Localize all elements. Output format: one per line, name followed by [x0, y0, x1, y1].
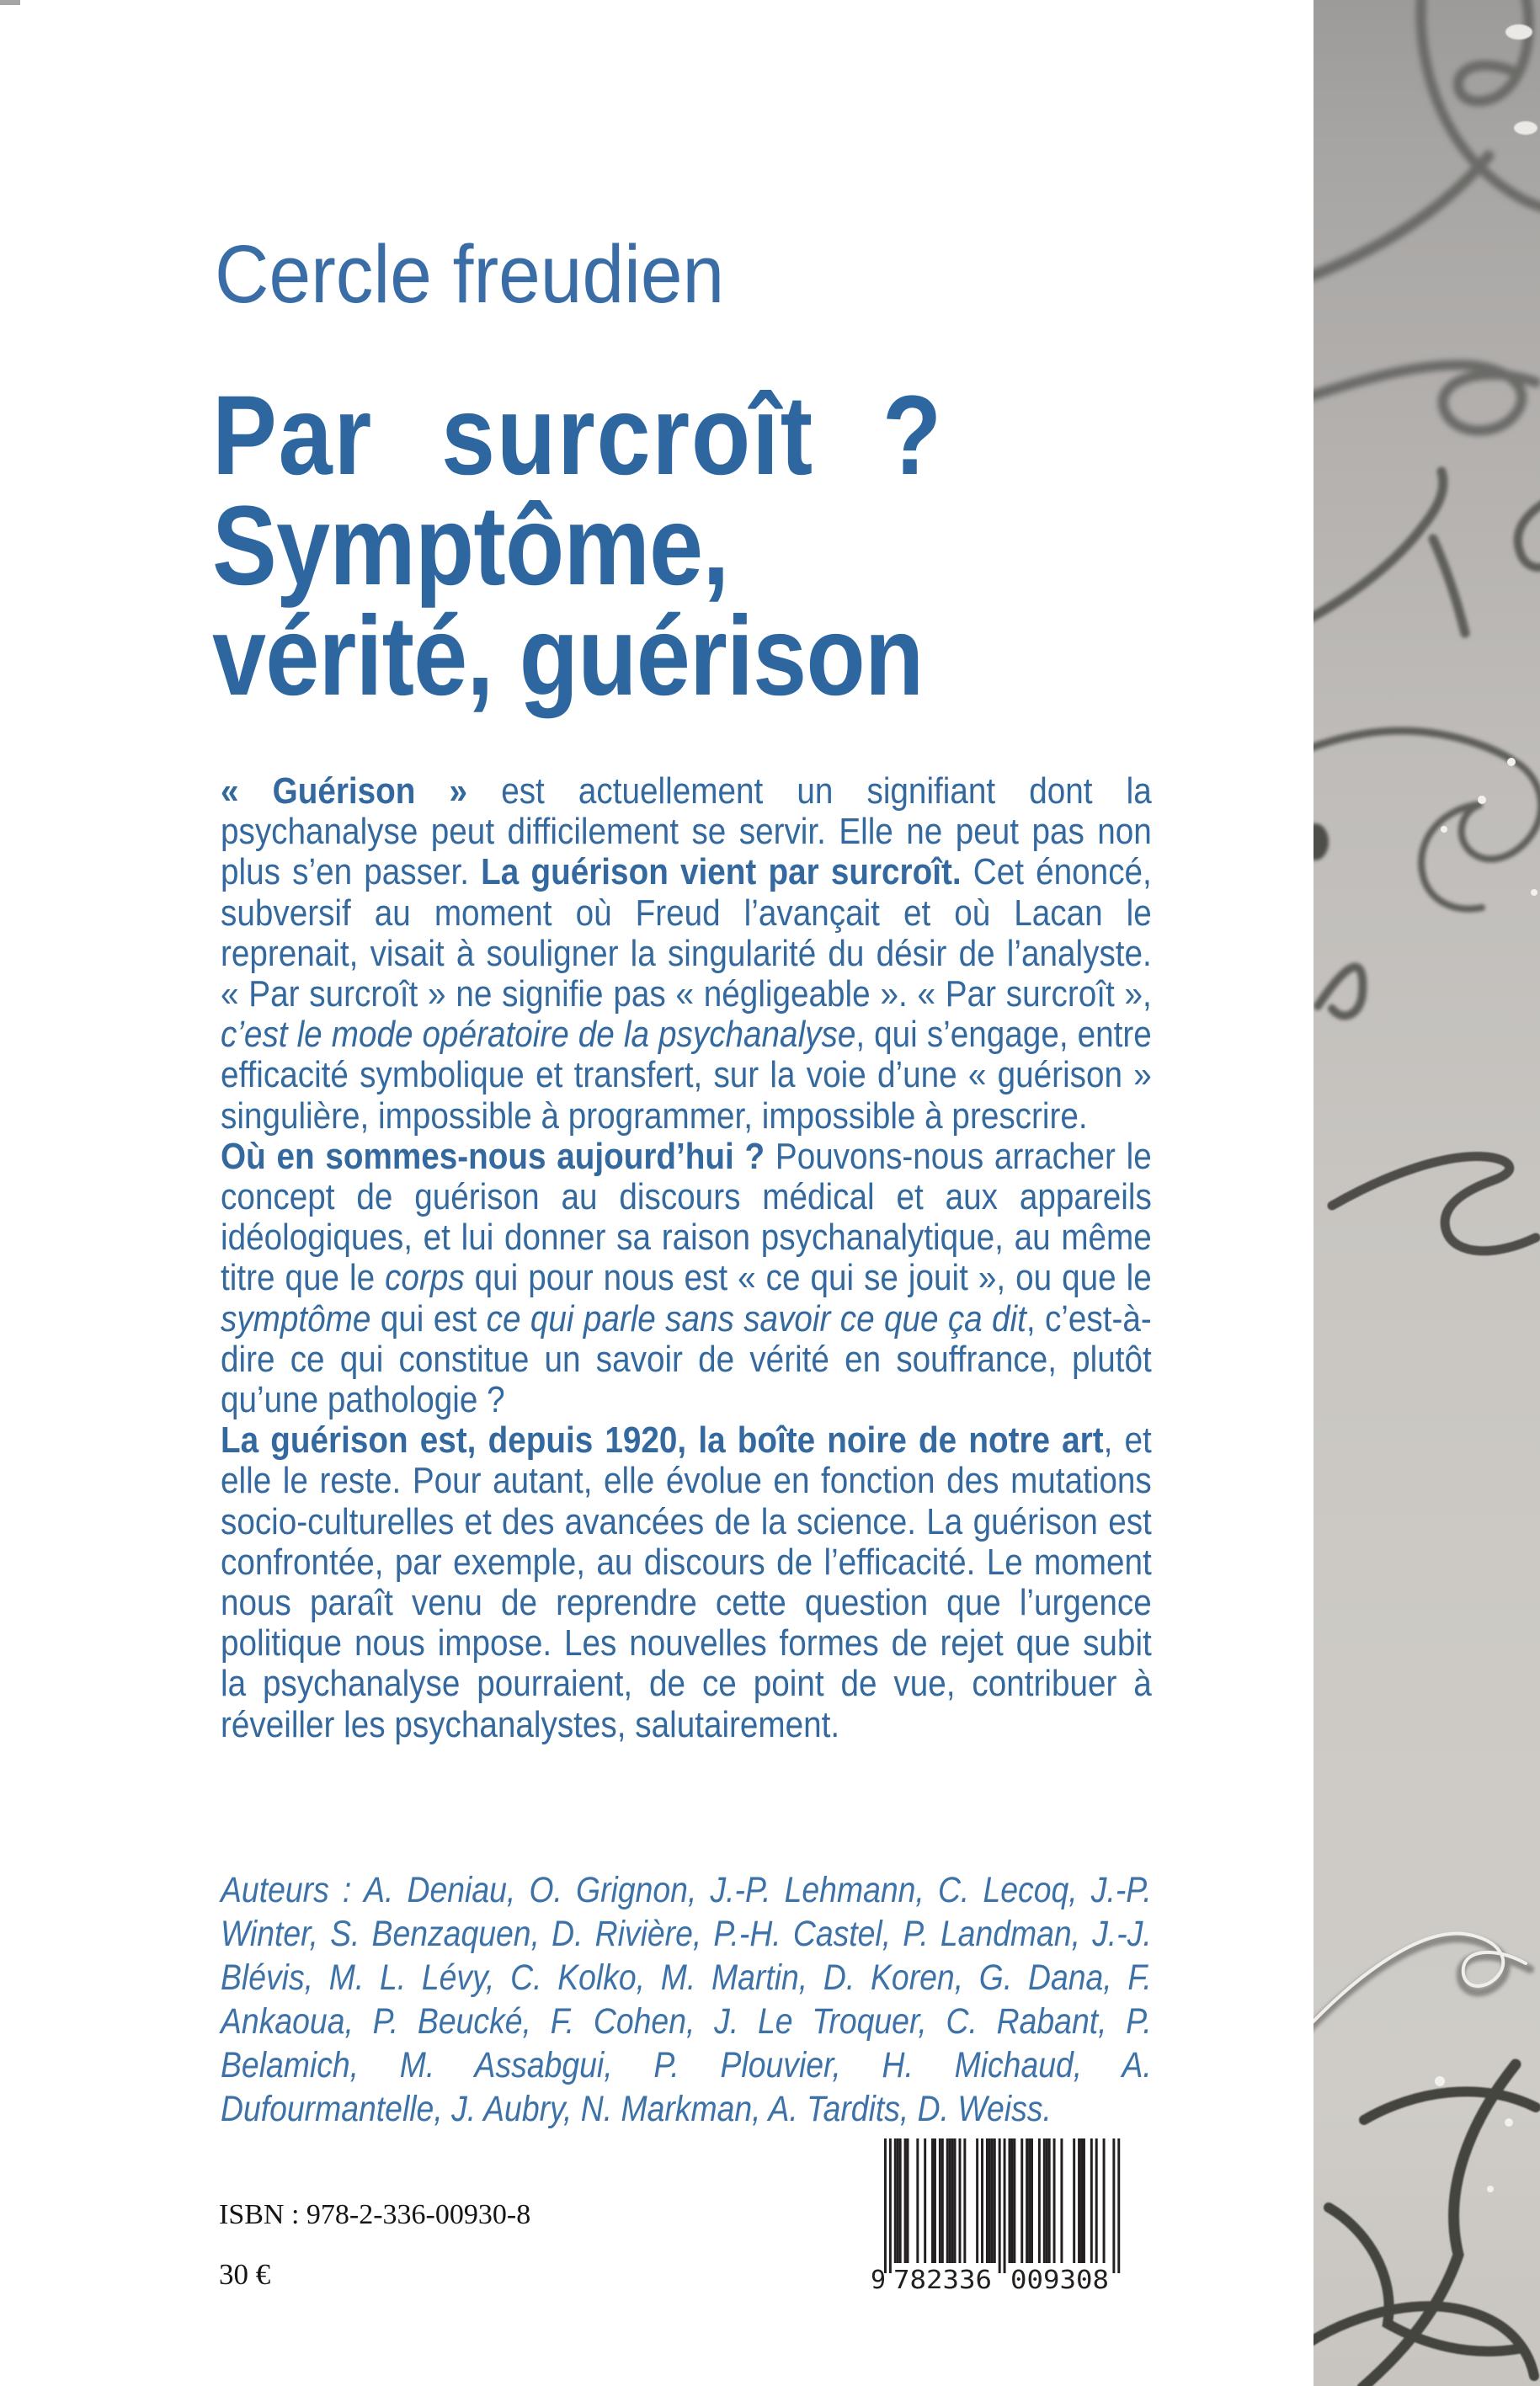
- cover-photo-strip: [1314, 0, 1540, 2386]
- barcode-bar: [951, 2138, 954, 2263]
- price-text: 30 €: [219, 2258, 271, 2291]
- back-cover-blurb: [221, 771, 1152, 1745]
- body-paragraph: « Guérison » est actuellement un signifiant dont la psychanalyse peut difficilement se servir. Elle ne peut pas non plus s’en passer. La guérison vient par surcroît. Cet énoncé, subversif au moment où Freud l’avançait et où Lacan le reprenait, visait à souligner la singularité du désir de l’analyste. « Par surcroît » ne signifie pas « négligeable ». « Par surcroît », c’est le mode opératoire de la psychanalyse, qui s’engage, entre efficacité symbolique et transfert, sur la voie d’une « guérison » singulière, impossible à programmer, impossible à prescrire.: [221, 770, 1152, 1137]
- book-title-line2: Symptôme,: [212, 483, 729, 609]
- barcode-bar: [1083, 2138, 1085, 2263]
- barcode-bar: [1010, 2138, 1013, 2263]
- barcode-bar: [1028, 2138, 1031, 2263]
- barcode-bar: [1073, 2138, 1075, 2263]
- barcode-bar: [916, 2138, 919, 2263]
- barcode-bar: [991, 2138, 994, 2263]
- barcode-bar: [931, 2138, 934, 2263]
- body-paragraph: La guérison est, depuis 1920, la boîte noire de notre art, et elle le reste. Pour autant, elle évolue en fonction des mutations socio-culturelles et des avancées de la science. La guérison est confrontée, par exemple, au discours de l’efficacité. Le moment nous paraît venu de reprendre cette question que l’urgence politique nous impose. Les nouvelles formes de rejet que subit la psychanalyse pourraient, de ce point de vue, contribuer à réveiller les psychanalystes, salutairement.: [221, 1419, 1152, 1745]
- barcode-bar: [1112, 2138, 1115, 2273]
- barcode-bar: [1038, 2138, 1041, 2263]
- barcode-digits: 9: [871, 2266, 887, 2292]
- barcode-bar: [924, 2138, 926, 2263]
- barcode-bar: [1043, 2138, 1046, 2263]
- barcode-bar: [1080, 2138, 1083, 2263]
- scan-artifact-smudge: [0, 0, 20, 5]
- barcode-bar: [988, 2138, 991, 2263]
- barcode-bar: [907, 2138, 909, 2263]
- barcode-bar: [897, 2138, 899, 2263]
- barcode-bar: [1053, 2138, 1056, 2263]
- publisher-imprint: Cercle freudien: [215, 228, 725, 320]
- barcode-bar: [1060, 2138, 1063, 2263]
- barcode-digits: 782336: [893, 2266, 992, 2292]
- barcode-bar: [959, 2138, 962, 2263]
- barcode-bar: [1013, 2138, 1015, 2263]
- isbn-text: ISBN : 978-2-336-00930-8: [219, 2199, 531, 2230]
- barcode-bar: [1020, 2138, 1023, 2263]
- barcode-bar: [884, 2138, 887, 2273]
- barcode-bar: [946, 2138, 949, 2263]
- barcode-bar: [904, 2138, 907, 2263]
- authors-list: Auteurs : A. Deniau, O. Grignon, J.-P. Lehmann, C. Lecoq, J.-P. Winter, S. Benzaquen, D. Rivière, P.-H. Castel, P. Landman, J.-J. Blévis, M. L. Lévy, C. Kolko, M. Martin, D. Koren, G. Dana, F. Ankaoua, P. Beucké, F. Cohen, J. Le Troquer, C. Rabant, P. Belamich, M. Assabgui, P. Plouvier, H. Michaud, A. Dufourmantelle, J. Aubry, N. Markman, A. Tardits, D. Weiss.: [221, 1871, 1152, 2129]
- barcode-bar: [1078, 2138, 1080, 2263]
- barcode-bar: [976, 2138, 978, 2263]
- barcode-bar: [939, 2138, 941, 2263]
- book-title-line3: vérité, guérison: [212, 594, 924, 719]
- book-title: [212, 373, 1240, 719]
- ean13-barcode: [871, 2137, 1133, 2292]
- barcode-bar: [1026, 2138, 1028, 2263]
- barcode-bar: [1009, 2138, 1011, 2263]
- body-paragraph: Où en sommes-nous aujourd’hui ? Pouvons-nous arracher le concept de guérison au discours médical et aux appareils idéologiques, et lui donner sa raison psychanalytique, au même titre que le corps qui pour nous est « ce qui se jouit », ou que le symptôme qui est ce qui parle sans savoir ce que ça dit, c’est-à-dire ce qui constitue un savoir de vérité en souffrance, plutôt qu’une pathologie ?: [221, 1135, 1152, 1421]
- barcode-bar: [934, 2138, 936, 2263]
- barcode-bar: [949, 2138, 951, 2263]
- barcode-bar: [899, 2138, 902, 2263]
- barcode-bar: [894, 2138, 897, 2263]
- barcode-bar: [1031, 2138, 1033, 2263]
- barcode-bar: [941, 2138, 944, 2263]
- barcode-bar: [986, 2138, 988, 2263]
- book-title-line1: Par surcroît ?: [212, 373, 943, 498]
- barcode-bar: [954, 2138, 957, 2263]
- barcode-bar: [1048, 2138, 1051, 2263]
- barcode-bar: [889, 2138, 892, 2273]
- barcode-bar: [1117, 2138, 1120, 2273]
- barcode-bar: [1046, 2138, 1048, 2263]
- barcode-bar: [1095, 2138, 1098, 2263]
- barcode-bar: [1004, 2138, 1006, 2273]
- barcode-bar: [1090, 2138, 1093, 2263]
- barcode-bar: [999, 2138, 1001, 2273]
- barcode-digits: 009308: [1010, 2266, 1109, 2292]
- barcode-bar: [981, 2138, 983, 2263]
- barcode-bar: [994, 2138, 996, 2263]
- barcode-bar: [1103, 2138, 1106, 2263]
- barcode-bar: [963, 2138, 966, 2263]
